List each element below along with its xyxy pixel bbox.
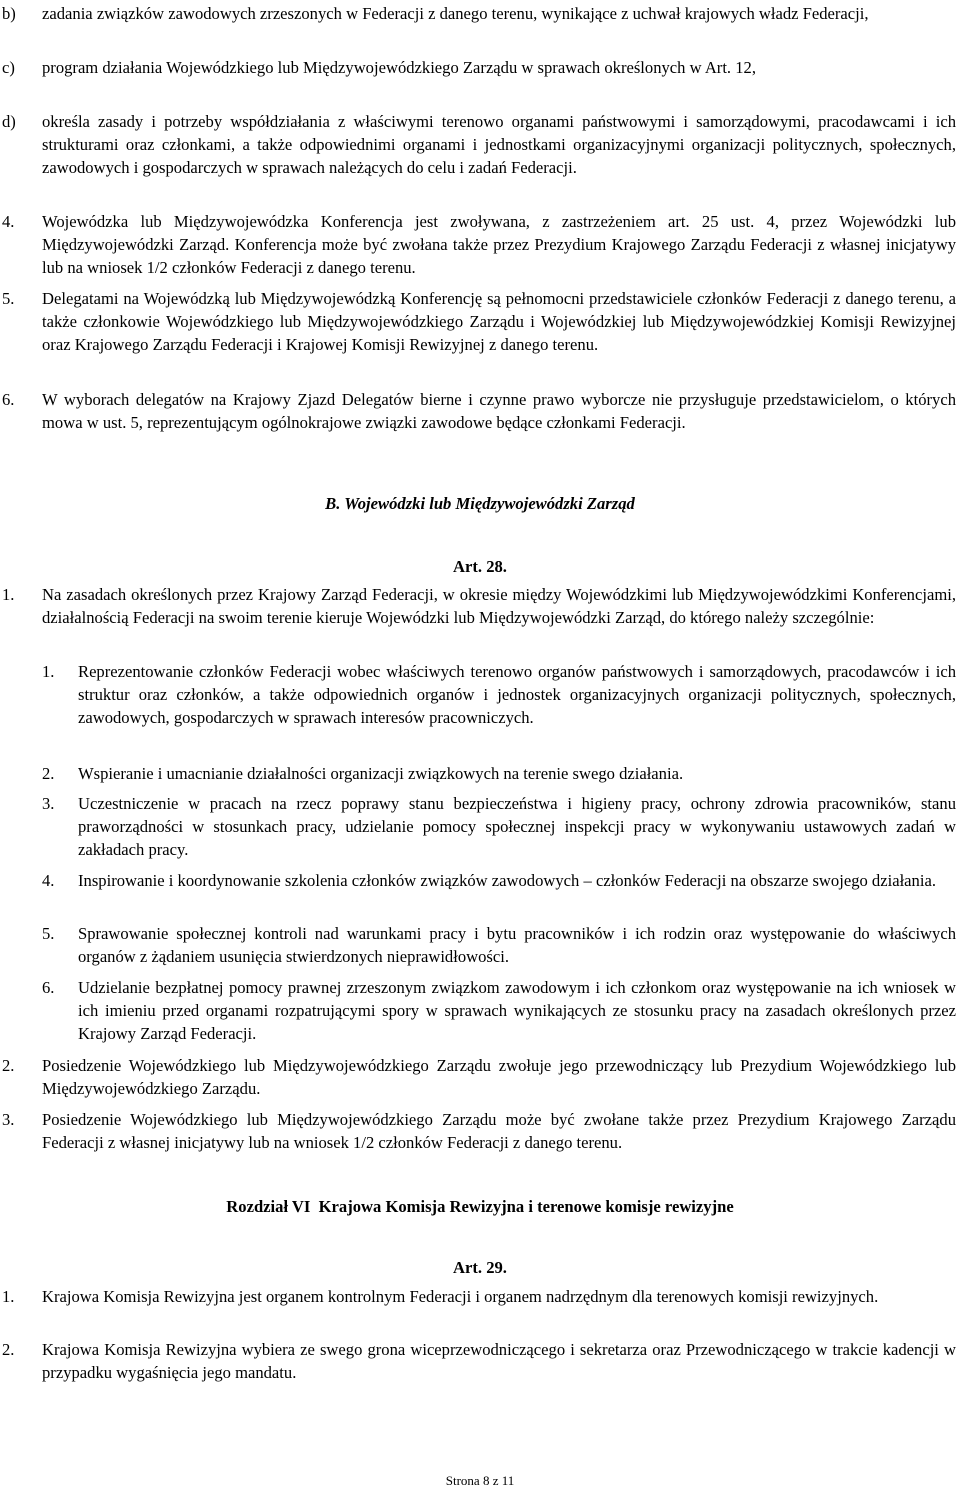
art-28-heading: Art. 28. <box>453 557 507 576</box>
art28-p2-text: Posiedzenie Wojewódzkiego lub Międzywojewódzkiego Zarządu zwołuje jego przewodniczący lub Prezydium Wojewódzkiego lub Międzywojewódzkiego Zarządu. <box>42 1056 956 1099</box>
point-label-5: 5. <box>2 289 15 308</box>
art-29-heading: Art. 29. <box>453 1258 507 1277</box>
item-text-b: zadania związków zawodowych zrzeszonych w Federacji z danego terenu, wynikające z uchwał krajowych władz Federacji, <box>42 4 869 23</box>
art28-sub5-text: Sprawowanie społecznej kontroli nad warunkami pracy i bytu pracowników i ich rodzin oraz występowanie do właściwych organów z żądaniem usunięcia stwierdzonych nieprawidłowości. <box>78 924 956 967</box>
chapter-vi-title: Rozdział VI Krajowa Komisja Rewizyjna i terenowe komisje rewizyjne <box>226 1197 734 1216</box>
item-text-c: program działania Wojewódzkiego lub Międzywojewódzkiego Zarządu w sprawach określonych w Art. 12, <box>42 58 756 77</box>
art28-sub3-text: Uczestniczenie w pracach na rzecz poprawy stanu bezpieczeństwa i higieny pracy, ochrony zdrowia pracowników, stanu praworządności w stosunkach pracy, udzielanie pomocy społecznej inspekcji pracy w wykonywaniu ustawowych zadań w zakładach pracy. <box>78 794 956 860</box>
item-label-b: b) <box>2 4 16 23</box>
art28-sub5-label: 5. <box>42 924 55 943</box>
art28-p1-text: Na zasadach określonych przez Krajowy Zarząd Federacji, w okresie między Wojewódzkimi lub Międzywojewódzkimi Konferencjami, działalnością Federacji na swoim terenie kieruje Wojewódzki lub Międzywojewódzki Zarząd, do którego należy szczególnie: <box>42 585 956 628</box>
point-text-4: Wojewódzka lub Międzywojewódzka Konferencja jest zwoływana, z zastrzeżeniem art. 25 ust. 4, przez Wojewódzki lub Międzywojewódzki Zarząd. Konferencja może być zwołana także przez Prezydium Krajowego Zarządu Federacji z własnej inicjatywy lub na wniosek 1/2 członków Federacji z danego terenu. <box>42 212 956 278</box>
art28-sub4-label: 4. <box>42 871 55 890</box>
art28-p3-text: Posiedzenie Wojewódzkiego lub Międzywojewódzkiego Zarządu może być zwołane także przez Prezydium Krajowego Zarządu Federacji z własnej inicjatywy lub na wniosek 1/2 członków Federacji z danego terenu. <box>42 1110 956 1153</box>
section-b-title: B. Wojewódzki lub Międzywojewódzki Zarząd <box>325 494 635 513</box>
art28-sub3-label: 3. <box>42 794 55 813</box>
art28-sub1-label: 1. <box>42 662 55 681</box>
art28-p1-label: 1. <box>2 585 15 604</box>
art28-sub6-text: Udzielanie bezpłatnej pomocy prawnej zrzeszonym związkom zawodowym i ich członkom oraz występowanie na ich wniosek w ich imieniu przed organami rozpatrującymi spory w sprawach wynikających ze stosunku pracy na zasadach określonych przez Krajowy Zarząd Federacji. <box>78 978 956 1044</box>
item-label-c: c) <box>2 58 15 77</box>
art28-p3-label: 3. <box>2 1110 15 1129</box>
point-text-6: W wyborach delegatów na Krajowy Zjazd Delegatów bierne i czynne prawo wyborcze nie przysługuje przedstawicielom, o których mowa w ust. 5, reprezentującym ogólnokrajowe związki zawodowe będące członkami Federacji. <box>42 390 956 433</box>
art28-sub2-label: 2. <box>42 764 55 783</box>
item-text-d: określa zasady i potrzeby współdziałania z właściwymi terenowo organami państwowymi i samorządowymi, pracodawcami i ich strukturami oraz członkami, a także odpowiednimi organami i jednostkami organizacyjnymi organizacji politycznych, społecznych, zawodowych i gospodarczych w sprawach należących do celu i zadań Federacji. <box>42 112 956 178</box>
art28-sub2-text: Wspieranie i umacnianie działalności organizacji związkowych na terenie swego działania. <box>78 764 684 783</box>
art28-sub4-text: Inspirowanie i koordynowanie szkolenia członków związków zawodowych – członków Federacji na obszarze swojego działania. <box>78 871 936 890</box>
page-number-footer: Strona 8 z 11 <box>445 1473 515 1488</box>
art28-sub1-text: Reprezentowanie członków Federacji wobec właściwych terenowo organów państwowych i samorządowych, pracodawców i ich struktur oraz członków, a także odpowiednich organów i jednostek organizacyjnych organizacji politycznych, społecznych, zawodowych, gospodarczych w sprawach interesów pracowniczych. <box>78 662 956 728</box>
art29-p2-label: 2. <box>2 1340 15 1359</box>
art28-sub6-label: 6. <box>42 978 55 997</box>
point-text-5: Delegatami na Wojewódzką lub Międzywojewódzką Konferencję są pełnomocni przedstawiciele członków Federacji z danego terenu, a także członkowie Wojewódzkiego lub Międzywojewódzkiego Zarządu i Wojewódzkiej lub Międzywojewódzkiej Komisji Rewizyjnej oraz Krajowego Zarządu Federacji i Krajowej Komisji Rewizyjnej z danego terenu. <box>42 289 956 355</box>
art29-p1-text: Krajowa Komisja Rewizyjna jest organem kontrolnym Federacji i organem nadrzędnym dla terenowych komisji rewizyjnych. <box>42 1287 879 1306</box>
point-label-6: 6. <box>2 390 15 409</box>
art29-p2-text: Krajowa Komisja Rewizyjna wybiera ze swego grona wiceprzewodniczącego i sekretarza oraz Przewodniczącego w trakcie kadencji w przypadku wygaśnięcia jego mandatu. <box>42 1340 956 1383</box>
item-label-d: d) <box>2 112 16 131</box>
point-label-4: 4. <box>2 212 15 231</box>
art28-p2-label: 2. <box>2 1056 15 1075</box>
art29-p1-label: 1. <box>2 1287 15 1306</box>
